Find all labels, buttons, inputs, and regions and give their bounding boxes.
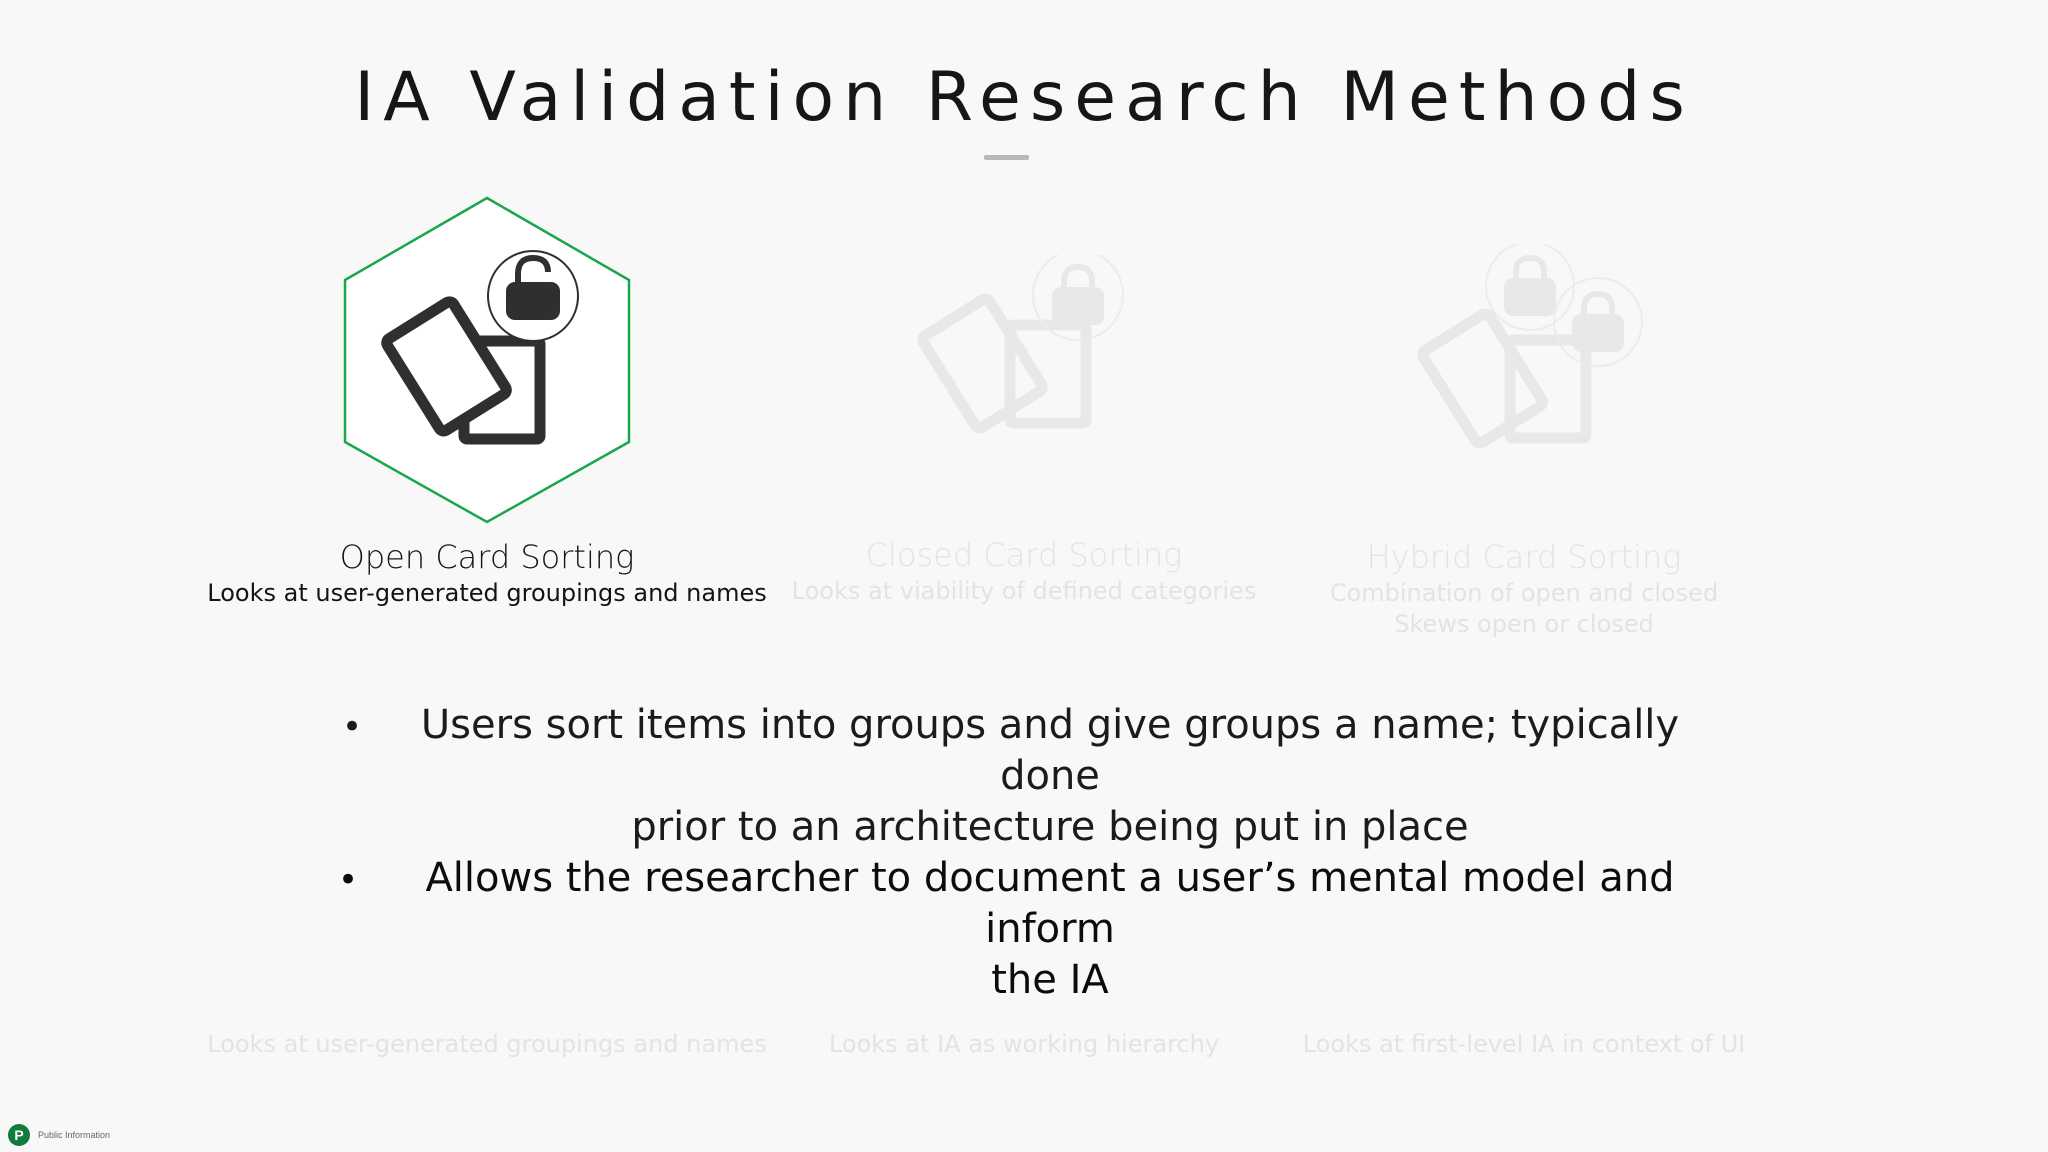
closed-card-sorting-icon[interactable] [900,255,1130,460]
bullet-dot: • [342,707,363,747]
bullet-text-1a: Users sort items into groups and give groups a name; typically done [420,702,1680,799]
method-desc-bottom-2: Looks at IA as working hierarchy [828,1030,1220,1058]
bullet-item-2 [340,853,1710,1006]
method-name-closed[interactable]: Closed Card Sorting [865,536,1183,574]
method-name-open[interactable]: Open Card Sorting [339,538,635,576]
classification-footer [8,1124,110,1146]
bullet-item-1 [340,700,1710,853]
method-desc-bottom-1: Looks at user-generated groupings and names [207,1030,767,1058]
company-logo-icon: P [8,1124,30,1146]
method-name-hybrid[interactable]: Hybrid Card Sorting [1366,538,1682,576]
method-desc-closed: Looks at viability of defined categories [791,577,1257,605]
title-divider [984,155,1029,160]
bullet-text-1b: prior to an architecture being put in place [631,804,1469,850]
bullet-dot: • [338,860,359,900]
hybrid-card-sorting-icon[interactable] [1388,244,1648,469]
bullet-text-2a: Allows the researcher to document a user’s mental model and inform [425,855,1675,952]
open-card-sorting-icon[interactable] [342,196,632,529]
method-desc-open: Looks at user-generated groupings and names [207,579,767,607]
method-desc-bottom-3: Looks at first-level IA in context of UI [1302,1030,1746,1058]
bullet-text-2b: the IA [991,957,1109,1003]
slide-title: IA Validation Research Methods [354,58,1694,137]
method-desc-hybrid-1: Combination of open and closed [1329,579,1719,607]
method-desc-hybrid-2: Skews open or closed [1394,610,1654,638]
classification-label: Public Information [38,1130,111,1140]
